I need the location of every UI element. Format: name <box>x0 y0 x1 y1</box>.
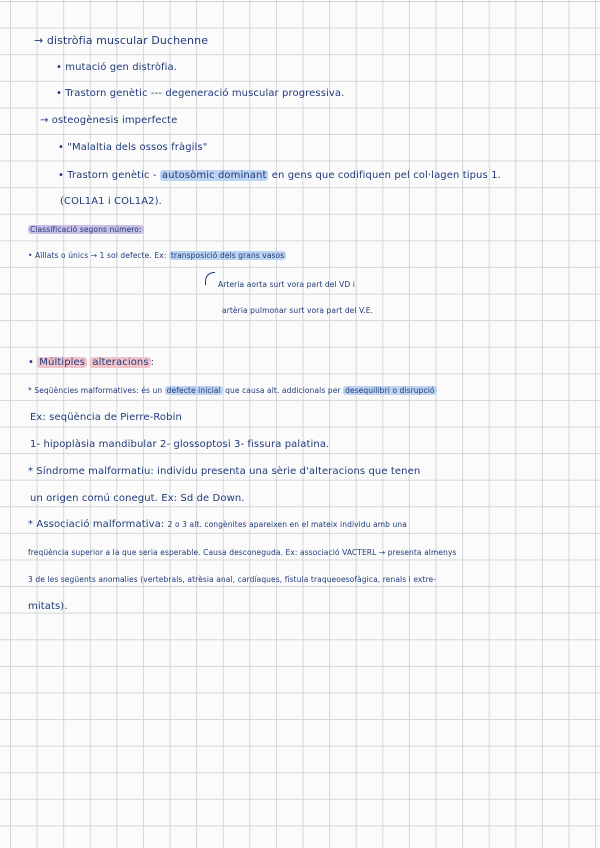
highlight-transposition: transposició dels grans vasos <box>170 251 285 260</box>
note-line-degeneration: • Trastorn genètic --- degeneració muscular progressiva. <box>56 88 345 99</box>
note-text: * Associació malformativa: <box>28 519 168 530</box>
highlight-initial-defect: defecte inicial <box>166 386 221 395</box>
note-line-mutation: • mutació gen distròfia. <box>56 62 178 73</box>
note-line-sequences <box>28 386 437 395</box>
note-line-pulmonary: artèria pulmonar surt vora part del V.E. <box>222 306 374 315</box>
note-text: • Trastorn genètic - <box>58 170 160 181</box>
highlight-disruption: desequilibri o disrupció <box>345 386 435 395</box>
note-line-frequency: freqüència superior a la que seria esperable. Causa desconeguda. Ex: associació VACTERL → presenta almenys <box>28 548 457 557</box>
note-line-anomalies: 3 de les següents anomalies (vertebrals, atrèsia anal, cardíaques, fístula traqueoesofàgica, renals i extre- <box>28 575 437 584</box>
note-line-osteogenesis: → osteogènesis imperfecte <box>40 115 178 126</box>
highlight-alterations: alteracions <box>92 357 149 368</box>
note-line-genetic-disorder <box>58 170 501 181</box>
note-line-col-genes: (COL1A1 i COL1A2). <box>60 196 162 207</box>
note-line-isolated <box>28 251 286 260</box>
highlight-multiple: Múltiples <box>39 357 86 368</box>
note-text: que causa alt. addicionals per <box>222 386 344 395</box>
heading-highlight: Classificació segons número: <box>30 225 142 234</box>
note-line-limbs: mitats). <box>28 601 68 612</box>
note-text: 2 o 3 alt. congènites apareixen en el mateix individu amb una <box>167 520 407 529</box>
note-text: : <box>150 357 155 368</box>
note-line-pierre-robin: Ex: seqüència de Pierre-Robin <box>30 412 182 423</box>
note-line-association <box>28 519 407 530</box>
section-heading <box>28 225 144 234</box>
note-line-duchenne: → distròfia muscular Duchenne <box>34 34 209 47</box>
note-text: * Seqüències malformatives: és un <box>28 386 165 395</box>
note-line-multiple <box>28 357 154 368</box>
note-text: • <box>28 357 38 368</box>
note-text: • Aïllats o únics → 1 sol defecte. Ex: <box>28 251 169 260</box>
note-line-syndrome: * Síndrome malformatiu: individu presenta una sèrie d'alteracions que tenen <box>28 466 421 477</box>
note-line-aorta: Arteria aorta surt vora part del VD i <box>218 280 355 289</box>
note-line-fragile-bones: • "Malaltia dels ossos fràgils" <box>58 142 208 153</box>
highlight-autosomal-dominant: autosòmic dominant <box>161 170 267 181</box>
arrow-hook-icon <box>205 272 215 285</box>
note-line-down: un origen comú conegut. Ex: Sd de Down. <box>30 493 245 504</box>
note-text: en gens que codifiquen pel col·lagen tipus 1. <box>268 170 501 181</box>
note-line-hypoplasia: 1- hipoplàsia mandibular 2- glossoptosi 3- fissura palatina. <box>30 439 330 450</box>
